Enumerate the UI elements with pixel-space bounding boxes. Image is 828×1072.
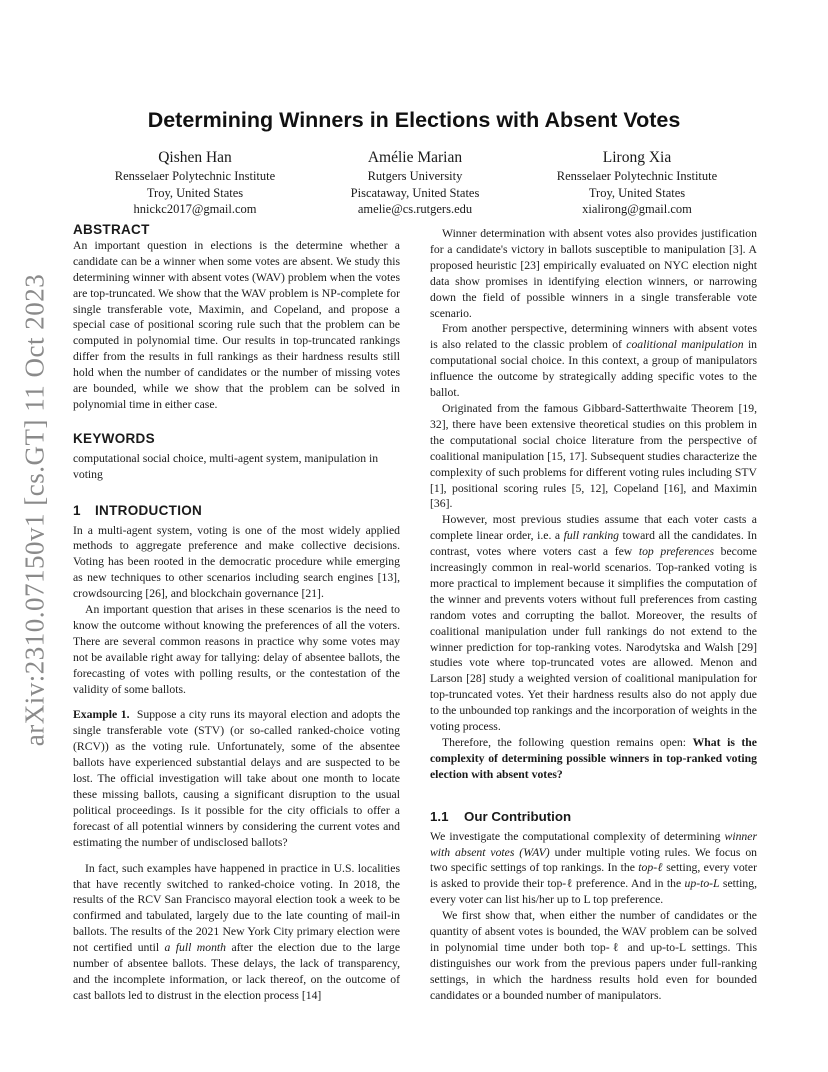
abstract-text: An important question in elections is the determine whether a candidate can be a winner when some votes are absent. We study this determining winner with absent votes (WAV) problem when the votes are top-truncated. We show that the WAV problem is NP-complete for single transferable vote, Maximin, and Copeland, and propose a special case of positional scoring rule such that the problem can be computed in polynomial time. Our results in top-truncated rankings differ from the results in full rankings as their hardness results still hold when the number of candidates or the number of missing votes are bounded, while we show that the problem can be solved in polynomial time in either case. <box>73 238 400 411</box>
body-paragraph: Winner determination with absent votes also provides justification for a candidate's victory in ballots susceptible to manipulation [3]. A proposed heuristic [23] empirically evaluated on NYC election night data show promises in identifying election winners, or narrowing down the field of possible winners in a single transferable vote scenario. <box>430 227 757 320</box>
emphasis: winner with absent votes (WAV) <box>430 829 757 859</box>
emphasis: top-ℓ <box>638 861 663 875</box>
emphasis: top preferences <box>638 545 715 559</box>
text-run: However, most previous studies assume that each voter casts a complete linear order, i.e. a <box>430 513 757 543</box>
text-run: after the election due to the large number of absentee ballots. These delays, the lack of transparency, and the incomplete information, or lack thereof, on the outcome of cast ballots led to distrust in the election process [14] <box>73 941 401 1002</box>
author-affiliation: Rutgers University <box>367 169 463 183</box>
author-email: xialirong@gmail.com <box>582 202 692 217</box>
text-run: We investigate the computational complexity of determining <box>430 829 721 843</box>
bold-question: What is the complexity of determining possible winners in top-ranked voting election with absent votes? <box>430 736 757 781</box>
section-heading-introduction <box>73 503 400 519</box>
abstract-heading: ABSTRACT <box>73 222 150 237</box>
text-run: toward all the candidates. In contrast, votes where voters cast a few <box>430 529 757 559</box>
text-run: Therefore, the following question remains open: <box>442 736 687 749</box>
text-run: in computational social choice. In this context, a group of manipulators influence the outcome by strategically adding specific votes to the ballot. <box>430 338 758 400</box>
keywords-text: computational social choice, multi-agent system, manipulation in voting <box>73 451 379 481</box>
text-run: In fact, such examples have happened in practice in U.S. localities that have recently switched to ranked-choice voting. In 2018, the results of the RCV San Francisco mayoral election took a week to be confirmed and tabulated, largely due to the late counting of mail-in ballots. The results of the 2021 New York City primary election were not certified until <box>73 861 400 955</box>
intro-paragraph: In a multi-agent system, voting is one of the most widely applied methods to aggregate preference and make collective decisions. Voting has been rooted in the democratic procedure while emerging as new techniques to other scenarios including search engines [13], crowdsourcing [26], and blockchain governance [21]. <box>73 523 400 601</box>
arxiv-stamp-text: arXiv:2310.07150v1 [cs.GT] 11 Oct 2023 <box>19 273 50 747</box>
author-affiliation: Rensselaer Polytechnic Institute <box>114 169 276 183</box>
emphasis: a full month <box>164 941 227 955</box>
example-text: Suppose a city runs its mayoral election and adopts the single transferable vote (STV) (or so-called ranked-choice voting (RCV)) as the voting rule. Unfortunately, some of the absentee ballots have experienced substantial delays and are suspected to be lost. The official investigation will take about one month to locate these missing ballots, causing a significant disruption to the usual political proceedings. Is it possible for the city officials to offer a forecast of all potential winners by considering the current votes and estimating the number of undisclosed ballots? <box>73 708 401 849</box>
right-column <box>430 226 757 1004</box>
intro-paragraph: An important question that arises in these scenarios is the need to know the outcome without knowing the preferences of all the voters. There are several common reasons in practice why some votes may not be available right away for tallying: delay of absentee ballots, the forecasting of votes with polling results, or the contestation of the validity of some ballots. <box>73 603 400 696</box>
author-name: Lirong Xia <box>602 149 672 166</box>
example-label: Example 1. <box>73 708 130 722</box>
body-paragraph <box>430 512 757 735</box>
author-location: Piscataway, United States <box>350 185 480 200</box>
text-run: setting, every voter is asked to provide their top-ℓ preference. And in the <box>430 861 757 891</box>
text-run: From another perspective, determining winners with absent votes is also related to the classic problem of <box>430 322 757 352</box>
body-paragraph: Originated from the famous Gibbard-Satterthwaite Theorem [19, 32], there have been extensive theoretical studies on this problem in the computational social choice literature from the perspective of coalitional manipulation [15, 17]. Subsequent studies characterize the complexity of such problems for different voting rules including STV [1], positional scoring rules [5, 12], Copeland [16], and Maximin [36]. <box>430 401 757 511</box>
body-paragraph <box>430 321 757 401</box>
author-location: Troy, United States <box>146 185 244 200</box>
emphasis: coalitional manipulation <box>626 338 744 352</box>
text-run: become increasingly common in real-world scenarios. Top-ranked voting is more practical to implement because it simplifies the computation of the winner and prevents voters without full preferences from casting random votes and corrupting the ballot. Moreover, the results of coalitional manipulation under full rankings do not extend to the winner prediction for top-ranking votes. Narodytska and Walsh [29] studies vote where top-truncated votes are allowed. Menon and Larson [28] study a weighted version of coalitional manipulation for top-truncated votes. Yet their hardness results also do not apply due to the unbounded top rankings and the incorporation of weights in the voting process. <box>430 545 757 734</box>
author-name: Qishen Han <box>158 149 232 166</box>
section-title: INTRODUCTION <box>95 502 203 518</box>
paper-title: Determining Winners in Elections with Absent Votes <box>147 108 681 132</box>
subsection-heading-contribution <box>430 809 757 825</box>
body-paragraph <box>430 735 757 783</box>
section-number: 1 <box>73 502 81 518</box>
left-column <box>73 222 400 1004</box>
example-paragraph <box>73 707 400 850</box>
body-paragraph: We first show that, when either the number of candidates or the quantity of absent votes is bounded, the WAV problem can be solved in polynomial time under both top-ℓ and up-to-L settings. This distinguishes our work from the previous papers under full-ranking settings, in which the hardness results hold even for bounded candidates or a bounded number of manipulators. <box>430 909 757 1002</box>
emphasis: up-to-L <box>684 877 720 891</box>
author-block <box>325 148 505 218</box>
intro-paragraph <box>73 861 400 1004</box>
text-run: under multiple voting rules. We focus on two specific settings of top rankings. In the <box>430 845 758 875</box>
author-name: Amélie Marian <box>367 149 463 166</box>
author-block <box>95 148 295 218</box>
author-block <box>537 148 737 218</box>
subsection-number: 1.1 <box>430 808 449 824</box>
arxiv-stamp <box>10 250 60 770</box>
author-location: Troy, United States <box>588 185 686 200</box>
keywords-heading: KEYWORDS <box>73 430 155 446</box>
text-run: setting, every voter can list his/her up to L top preference. <box>430 877 758 907</box>
author-email: hnickc2017@gmail.com <box>133 202 257 217</box>
author-email: amelie@cs.rutgers.edu <box>357 202 473 217</box>
author-affiliation: Rensselaer Polytechnic Institute <box>556 169 718 183</box>
body-paragraph <box>430 829 757 909</box>
emphasis: full ranking <box>563 529 620 543</box>
subsection-title: Our Contribution <box>464 808 572 824</box>
